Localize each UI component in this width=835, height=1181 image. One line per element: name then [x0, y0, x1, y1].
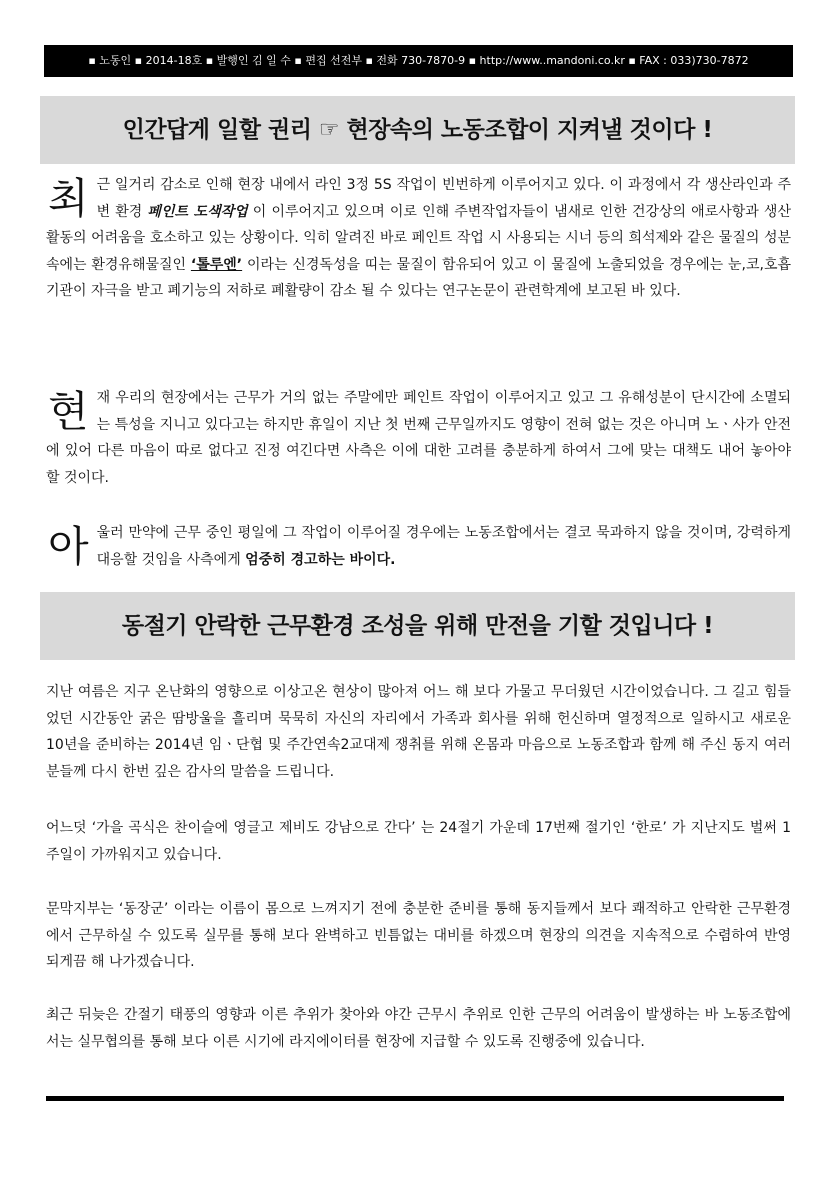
toluene-emphasis: ‘톨루엔’: [190, 256, 243, 273]
section2-para4-text: 최근 뒤늦은 간절기 태풍의 영향과 이른 추위가 찾아와 야간 근무시 추위로 인한 근무의 어려움이 발생하는 바 노동조합에서는 실무협의를 통해 보다 이른 시기에 라지에이터를 현장에 지급할 수 있도록 진행중에 있습니다.: [46, 1007, 791, 1050]
section2-para2: [46, 815, 791, 868]
section2-para2-text: 어느덧 ‘가을 곡식은 찬이슬에 영글고 제비도 강남으로 간다’ 는 24절기 가운데 17번째 절기인 ‘한로’ 가 지난지도 벌써 1주일이 가까워지고 있습니다.: [46, 820, 791, 863]
para3-text: 울러 만약에 근무 중인 평일에 그 작업이 이루어질 경우에는 노동조합에서는 결코 묵과하지 않을 것이며, 강력하게 대응할 것임을 사측에게: [96, 525, 791, 568]
section1-para2: [46, 385, 791, 491]
section2-para1: [46, 679, 791, 785]
section1-title: 인간답게 일할 권리 ☞ 현장속의 노동조합이 지켜낼 것이다 !: [122, 117, 713, 143]
warning-emphasis: 엄중히 경고하는 바이다.: [245, 551, 396, 568]
section2-para1-text: 지난 여름은 지구 온난화의 영향으로 이상고온 현상이 많아져 어느 해 보다 가물고 무더웠던 시간이었습니다. 그 길고 힘들었던 시간동안 굵은 땀방울을 흘리며 묵묵히 자신의 자리에서 가족과 회사를 위해 헌신하며 열정적으로 일하시고 새로운 10년을 준비하는 2014년 임ㆍ단협 및 주간연속2교대제 쟁취를 위해 온몸과 마음으로 노동조합과 함께 해 주신 동지 여러분들께 다시 한번 깊은 감사의 말씀을 드립니다.: [46, 684, 791, 780]
section2-title: 동절기 안락한 근무환경 조성을 위해 만전을 기할 것입니다 !: [121, 613, 714, 639]
section2-para3: [46, 896, 791, 976]
para1-text-2: 이 이루어지고 있으며 이로 인해 주변작업자들이 냄새로 인한 건강상의 애로사항과 생산 활동의 어려움을 호소하고 있는 상황이다. 익히 알려진 바로 페인트 작업 시 사용되는 시너 등의 희석제와 같은 물질의 성분 속에는 환경유해물질인: [46, 203, 791, 273]
para1-text-1: 근 일거리 감소로 인해 현장 내에서 라인 3정 5S 작업이 빈번하게 이루어지고 있다. 이 과정에서 각 생산라인과 주변 환경: [96, 177, 791, 220]
section1-para3: [46, 520, 791, 573]
para1-text-3: 이라는 신경독성을 띠는 물질이 함유되어 있고 이 물질에 노출되었을 경우에는 눈,코,호흡기관이 자극을 받고 폐기능의 저하로 폐활량이 감소 될 수 있다는 연구논문이 관련학계에 보고된 바 있다.: [46, 256, 792, 299]
dropcap-hyeon: 현: [48, 387, 89, 436]
para2-text: 재 우리의 현장에서는 근무가 거의 없는 주말에만 페인트 작업이 이루어지고 있고 그 유해성분이 단시간에 소멸되는 특성을 지니고 있다고는 하지만 휴일이 지난 첫 번째 근무일까지도 영향이 전혀 없는 것은 아니며 노ㆍ사가 안전에 있어 다른 마음이 따로 없다고 진정 여긴다면 사측은 이에 대한 고려를 충분하게 하여서 그에 맞는 대책도 내어 놓아야 할 것이다.: [46, 390, 791, 486]
paint-work-emphasis: 페인트 도색작업: [147, 203, 248, 220]
section2-para3-text: 문막지부는 ‘동장군’ 이라는 이름이 몸으로 느껴지기 전에 충분한 준비를 통해 동지들께서 보다 쾌적하고 안락한 근무환경에서 근무하실 수 있도록 실무를 통해 보다 완벽하고 빈틈없는 대비를 하겠으며 현장의 의견을 지속적으로 수렴하여 반영 되게끔 해 나가겠습니다.: [46, 901, 791, 970]
bottom-rule: [46, 1096, 784, 1101]
section1-para1: [46, 172, 791, 305]
dropcap-choe: 최: [48, 174, 89, 223]
section2-para4: [46, 1002, 791, 1055]
masthead-text: ▪ 노동인 ▪ 2014-18호 ▪ 발행인 김 일 수 ▪ 편집 선전부 ▪ 전화 730-7870-9 ▪ http://www..mandoni.co.kr ▪ FAX : 033)730-7872: [88, 54, 749, 67]
section2-headline: [40, 592, 795, 660]
dropcap-a: 아: [48, 522, 89, 571]
section1-headline: [40, 96, 795, 164]
masthead-bar: [44, 45, 793, 77]
